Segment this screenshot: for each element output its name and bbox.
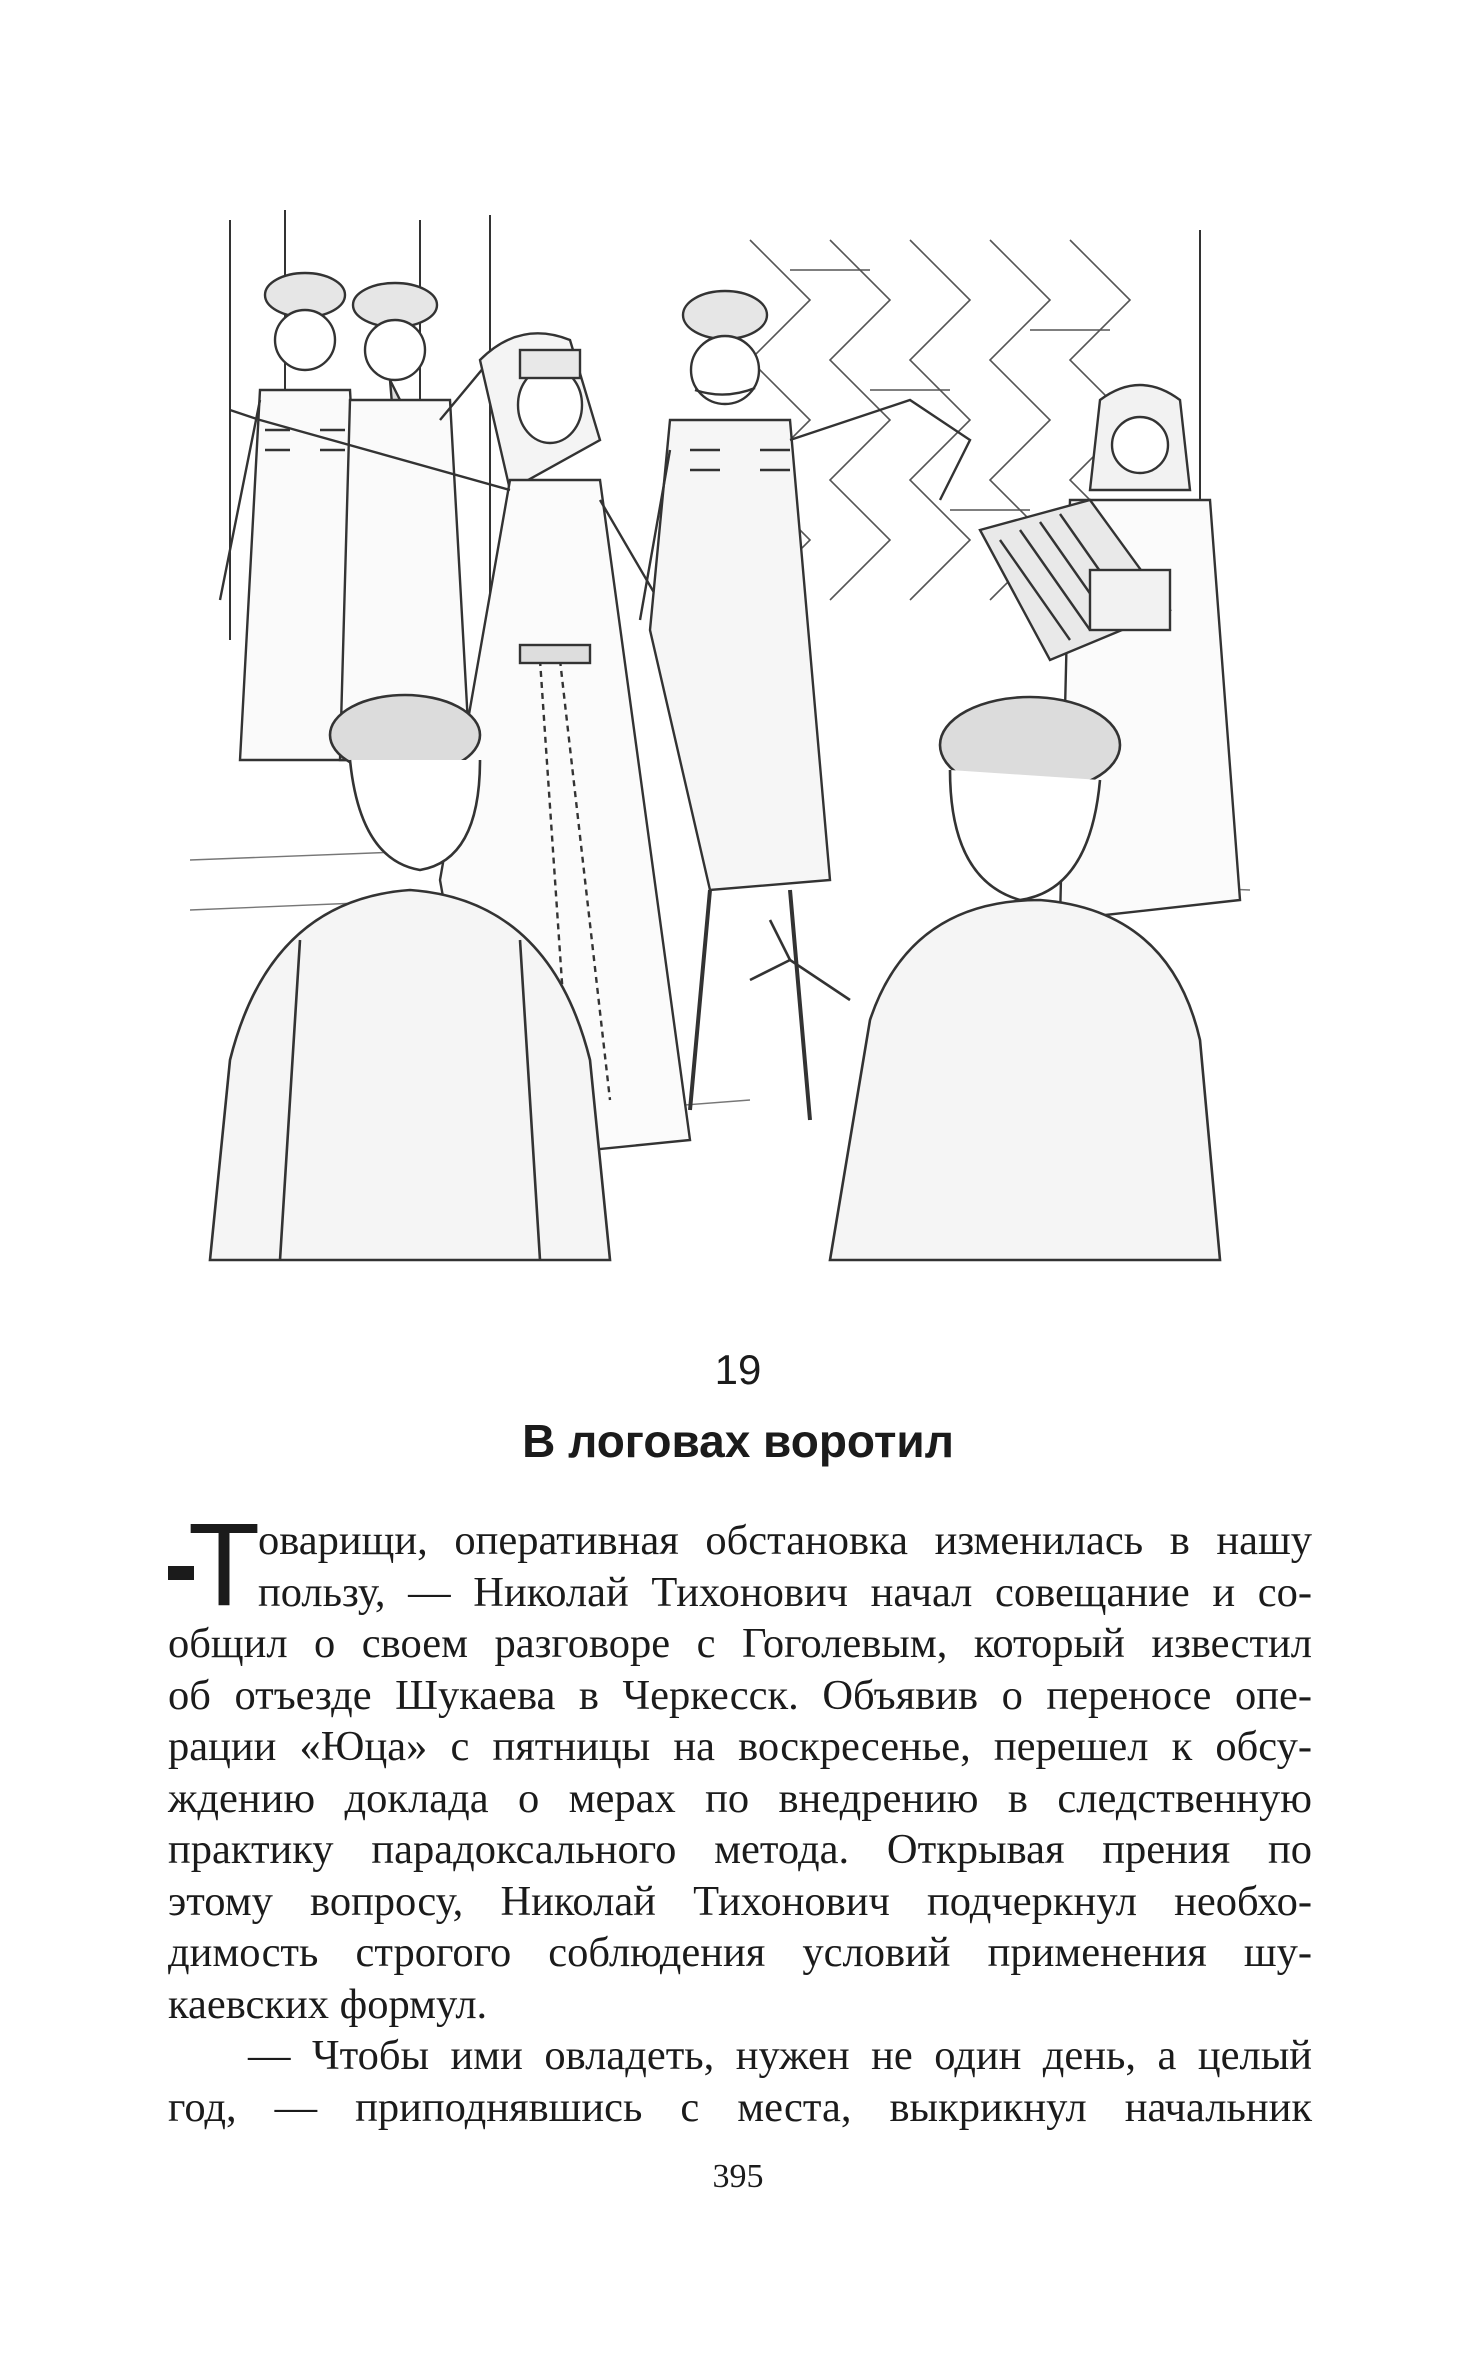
text-line: димость строгого соблюдения условий применения шу- xyxy=(168,1929,1312,1976)
text-line: — Чтобы ими овладеть, нужен не один день, а целый xyxy=(248,2032,1312,2079)
text-line: этому вопросу, Николай Тихонович подчеркнул необхо- xyxy=(168,1877,1312,1925)
text-line: общил о своем разговоре с Гоголевым, который известил xyxy=(168,1620,1312,1667)
text-line: ждению доклада о мерах по внедрению в следственную xyxy=(168,1774,1312,1822)
page-number: 395 xyxy=(712,2158,764,2195)
text-line: практику парадоксального метода. Открывая прения по xyxy=(168,1826,1312,1873)
chapter-illustration xyxy=(190,200,1280,1280)
chapter-title: В логовах воротил xyxy=(522,1415,954,1467)
chapter-body xyxy=(168,1515,1312,2133)
text-line: об отъезде Шукаева в Черкесск. Объявив о переносе опе- xyxy=(168,1671,1312,1719)
text-line: оварищи, оперативная обстановка изменилась в нашу xyxy=(258,1517,1312,1564)
chapter-number: 19 xyxy=(714,1346,762,1393)
dance-scene-drawing xyxy=(190,200,1280,1280)
text-line: пользу, — Николай Тихонович начал совещание и со- xyxy=(258,1568,1312,1616)
text-line: рации «Юца» с пятницы на воскресенье, перешел к обсу- xyxy=(168,1723,1312,1770)
drop-cap-letter: Т xyxy=(188,1499,261,1631)
text-line: каевских формул. xyxy=(168,1980,488,2028)
text-line: год, — приподнявшись с места, выкрикнул начальник xyxy=(168,2083,1312,2131)
